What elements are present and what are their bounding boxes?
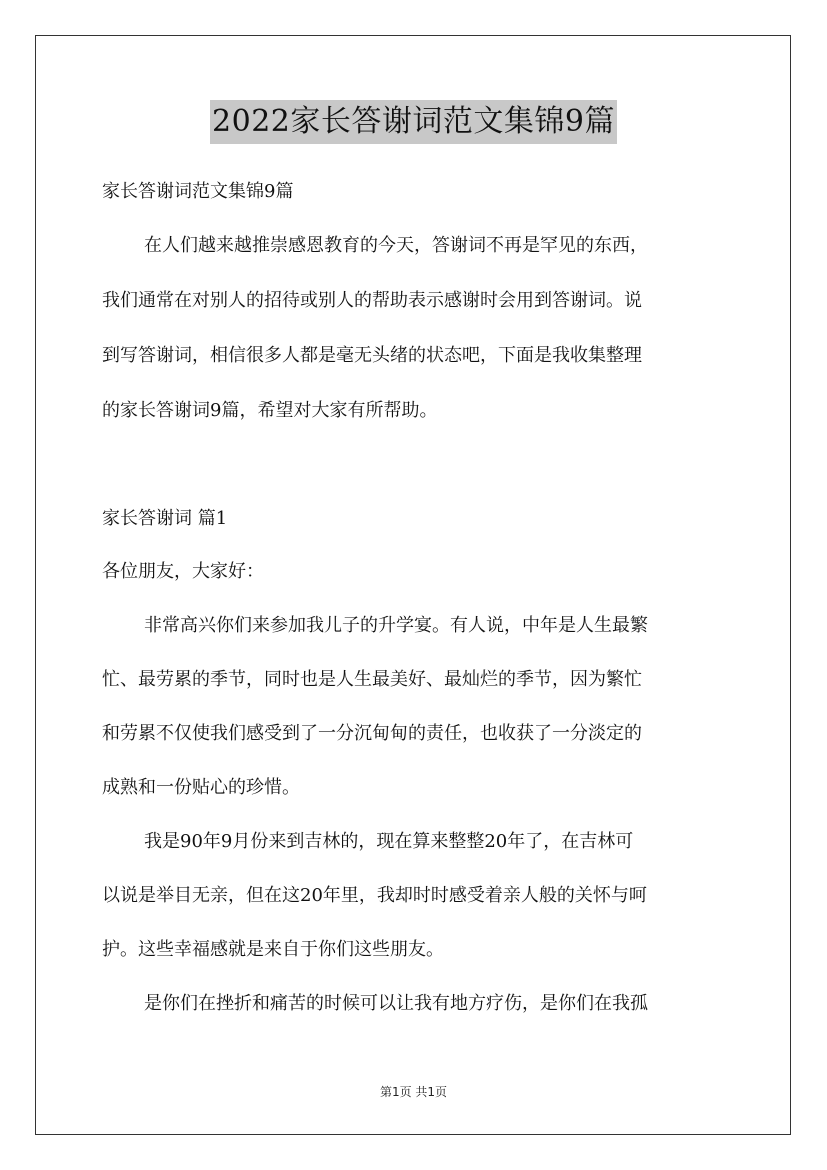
paragraph-line: 以说是举目无亲，但在这20年里，我却时时感受着亲人般的关怀与呵 [102, 885, 647, 906]
paragraph-line: 非常高兴你们来参加我儿子的升学宴。有人说，中年是人生最繁 [144, 615, 648, 636]
greeting: 各位朋友，大家好： [102, 561, 264, 582]
page-footer: 第1页 共1页 [379, 1085, 448, 1099]
intro-line: 在人们越来越推崇感恩教育的今天，答谢词不再是罕见的东西， [144, 235, 648, 256]
paragraph-line: 护。这些幸福感就是来自于你们这些朋友。 [102, 939, 444, 960]
title-container [0, 100, 827, 144]
paragraph-line: 成熟和一份贴心的珍惜。 [102, 777, 300, 798]
section-heading: 家长答谢词 篇1 [102, 508, 228, 529]
document-subtitle: 家长答谢词范文集锦9篇 [102, 181, 294, 202]
intro-line: 我们通常在对别人的招待或别人的帮助表示感谢时会用到答谢词。说 [102, 290, 642, 311]
document-title: 2022家长答谢词范文集锦9篇 [210, 100, 617, 144]
intro-line: 到写答谢词，相信很多人都是毫无头绪的状态吧，下面是我收集整理 [102, 345, 642, 366]
paragraph-line: 我是90年9月份来到吉林的，现在算来整整20年了，在吉林可 [144, 831, 634, 852]
paragraph-line: 是你们在挫折和痛苦的时候可以让我有地方疗伤，是你们在我孤 [144, 993, 648, 1014]
intro-line: 的家长答谢词9篇，希望对大家有所帮助。 [102, 400, 438, 421]
paragraph-line: 忙、最劳累的季节，同时也是人生最美好、最灿烂的季节，因为繁忙 [102, 669, 642, 690]
paragraph-line: 和劳累不仅使我们感受到了一分沉甸甸的责任，也收获了一分淡定的 [102, 723, 642, 744]
